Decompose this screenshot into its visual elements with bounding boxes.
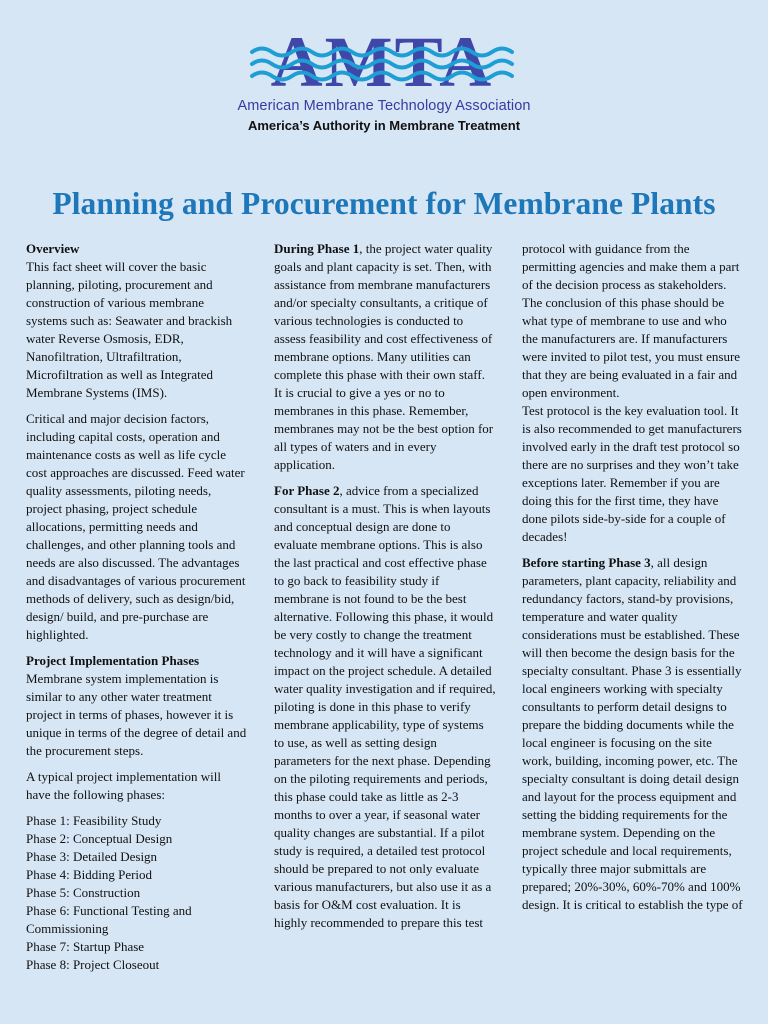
phase2-lead: For Phase 2 bbox=[274, 483, 340, 498]
test-protocol-paragraph: Test protocol is the key evaluation tool. It is also recommended to get manufacturers involved early in the draft test protocol so there are no surprises and they won’t take exceptions later. Remember if you are doing this for the first time, they have done pilots side-by-side for a couple of decades! bbox=[522, 403, 742, 544]
svg-text:AMTA: AMTA bbox=[270, 22, 494, 100]
phase3-lead: Before starting Phase 3 bbox=[522, 555, 651, 570]
implementation-paragraph: Membrane system implementation is similar to any other water treatment project in terms of phases, however it is unique in terms of the degree of detail and the procurement steps. bbox=[26, 671, 247, 758]
page-header bbox=[0, 0, 768, 150]
list-item: Phase 5: Construction bbox=[26, 885, 141, 900]
phase1-text: , the project water quality goals and plant capacity is set. Then, with assistance from membrane manufacturers and/or specialty consultants, a critique of various technologies is conducted to assess feasibility and cost effectiveness of membrane options. Many utilities can complete this phase with their own staff. It is crucial to give a yes or no to membranes in this phase. Remember, membranes may not be the best option for all types of waters and in every application. bbox=[274, 241, 494, 472]
implementation-phases-heading: Project Implementation Phases bbox=[26, 653, 200, 668]
amta-logo bbox=[232, 22, 532, 100]
amta-logo-graphic bbox=[232, 22, 532, 100]
phase2-text: , advice from a specialized consultant is a must. This is when layouts and conceptual design are done to evaluate membrane options. This is also the last practical and cost effective phase to go back to feasibility study if membrane is not found to be the best alternative. Following this phase, it would be very costly to change the treatment technology and it will have a significant impact on the project schedule. A detailed water quality investigation and if required, piloting is done in this phase to verify membrane applicability, type of systems to use, as well as setting design parameters for the next phase. Depending on the piloting requirements and periods, this phase could take as little as 2-3 months to over a year, if seasonal water quality changes are substantial. If a pilot study is required, a detailed test protocol should be prepared to not only evaluate various manufacturers, but also use it as a basis for O&M cost evaluation. It is highly recommended to prepare this test bbox=[274, 483, 496, 930]
phase1-paragraph bbox=[274, 240, 496, 474]
typical-phases-intro: A typical project implementation will have the following phases: bbox=[26, 769, 221, 802]
list-item: Phase 4: Bidding Period bbox=[26, 867, 153, 882]
overview-paragraph: This fact sheet will cover the basic planning, piloting, procurement and construction of various membrane systems such as: Seawater and brackish water Reverse Osmosis, EDR, Nanofiltration, Ultrafiltration, Microfiltration as well as Integrated Membrane Systems (IMS). bbox=[26, 259, 233, 400]
column-left bbox=[26, 240, 248, 974]
list-item: Phase 6: Functional Testing and Commissioning bbox=[26, 903, 192, 936]
list-item: Phase 2: Conceptual Design bbox=[26, 831, 173, 846]
phase3-paragraph bbox=[522, 554, 744, 914]
decision-factors-paragraph: Critical and major decision factors, including capital costs, operation and maintenance costs as well as life cycle cost approaches are discussed. Feed water quality assessments, piloting needs, project phasing, project schedule allocations, permitting needs and challenges, and other planning tools and needs are also discussed. The advantages and disadvantages of various procurement methods of delivery, such as design/bid, design/ build, and pre-purchase are highlighted. bbox=[26, 411, 246, 642]
column-middle bbox=[274, 240, 496, 940]
list-item: Phase 1: Feasibility Study bbox=[26, 813, 162, 828]
phase2-paragraph bbox=[274, 482, 496, 932]
phase1-lead: During Phase 1 bbox=[274, 241, 360, 256]
phase-list bbox=[26, 812, 248, 974]
tagline: America’s Authority in Membrane Treatment bbox=[247, 118, 521, 133]
phase3-text: , all design parameters, plant capacity, reliability and redundancy factors, stand-by provisions, temperature and water quality considerations must be established. These will then become the design basis for the specialty consultant. Phase 3 is essentially local engineers working with specialty consultants to perform detail designs to prepare the bidding documents while the local engineer is focusing on the site work, building, incoming power, etc. The specialty consultant is doing detail design and layout for the process equipment and setting the bidding requirements for the membrane system. Depending on the project schedule and local requirements, typically three major submittals are prepared; 20%-30%, 60%-70% and 100% design. It is critical to establish the type of bbox=[522, 555, 743, 912]
overview-heading: Overview bbox=[26, 241, 80, 256]
column-right bbox=[522, 240, 744, 922]
list-item: Phase 3: Detailed Design bbox=[26, 849, 158, 864]
association-name: American Membrane Technology Association bbox=[237, 98, 531, 114]
list-item: Phase 7: Startup Phase bbox=[26, 939, 145, 954]
page-title: Planning and Procurement for Membrane Plants bbox=[52, 186, 716, 221]
continued-paragraph: protocol with guidance from the permitting agencies and make them a part of the decision process as stakeholders. The conclusion of this phase should be what type of membrane to use and who the manufacturers are. If manufacturers were invited to pilot test, you must ensure that they are being evaluated in a fair and open environment. bbox=[522, 241, 741, 400]
list-item: Phase 8: Project Closeout bbox=[26, 957, 160, 972]
